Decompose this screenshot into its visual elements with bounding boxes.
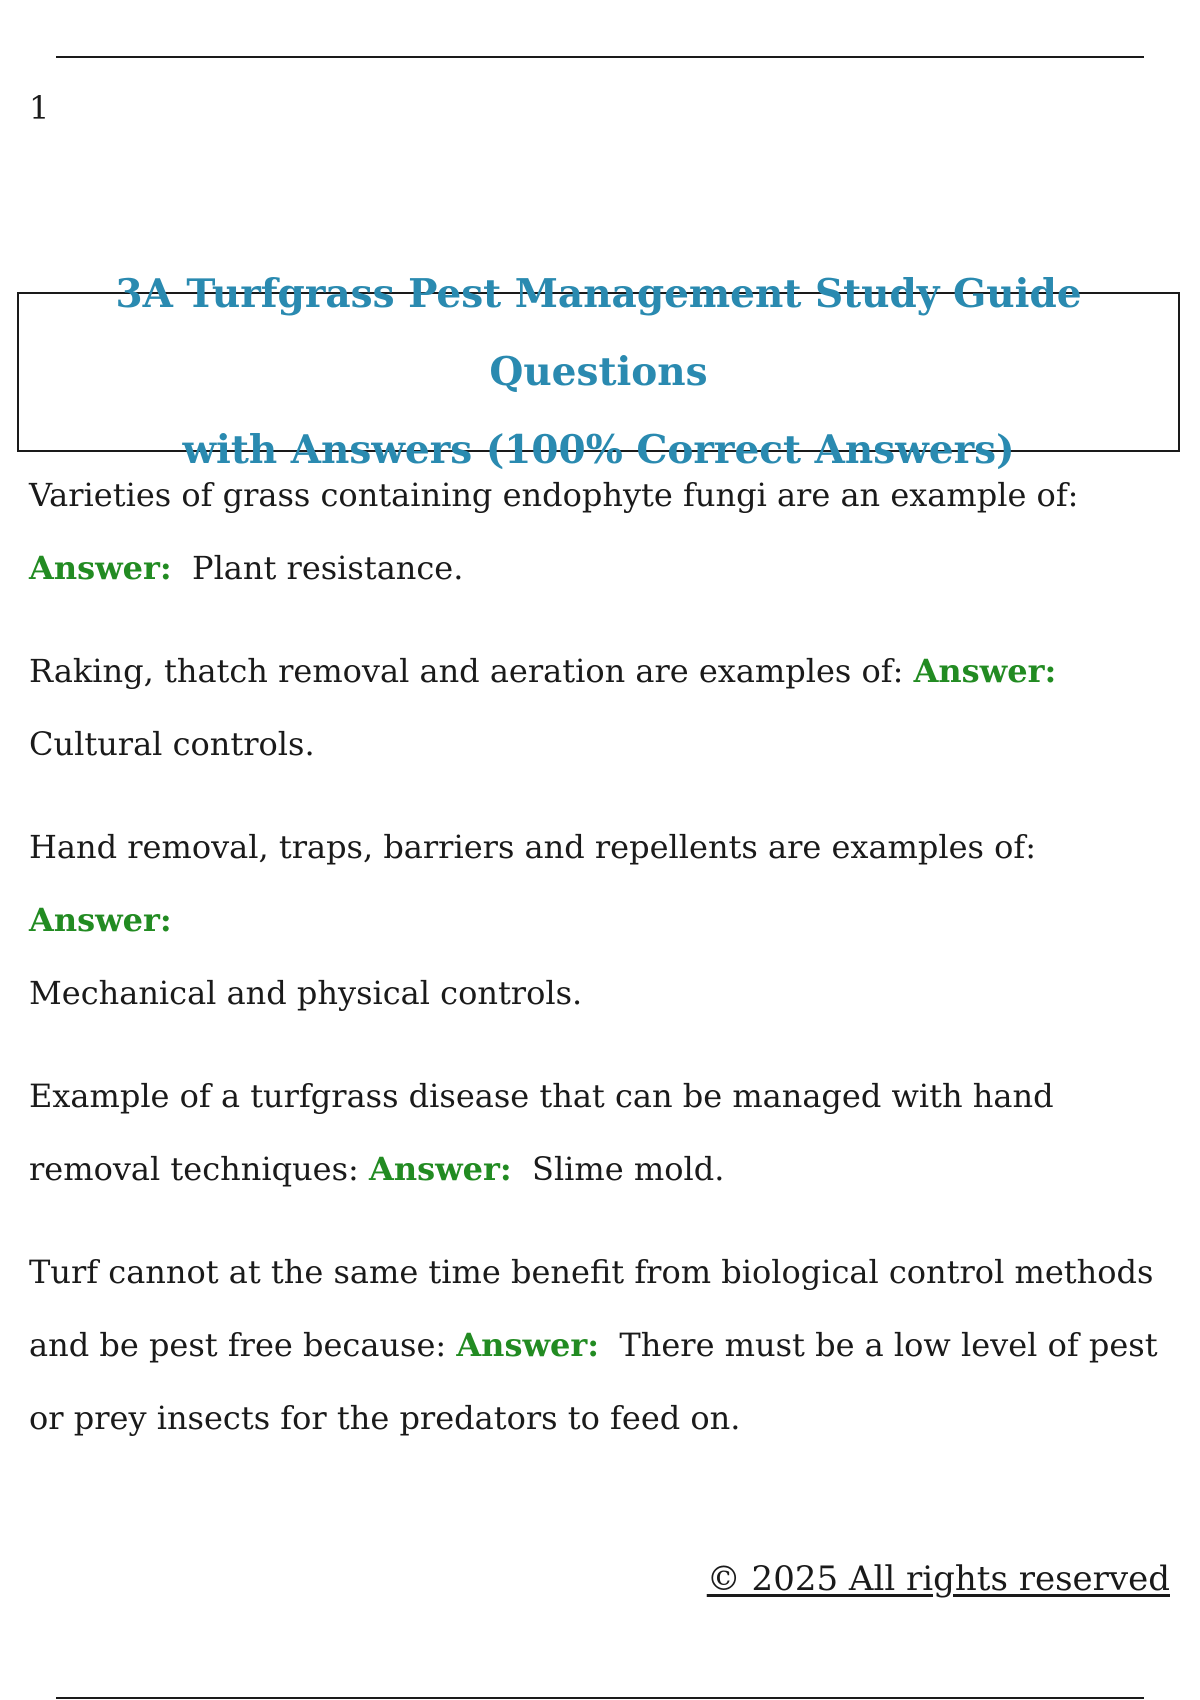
answer-text: Slime mold. bbox=[532, 1150, 725, 1188]
answer-text: There must be a low level of pest or prey insects for the predators to feed on. bbox=[29, 1326, 1158, 1437]
answer-label: Answer: bbox=[29, 549, 172, 587]
qa-item bbox=[29, 1236, 1179, 1455]
answer-label: Answer: bbox=[913, 652, 1057, 690]
qa-item bbox=[29, 635, 1179, 781]
title-box bbox=[17, 271, 1180, 473]
page-number: 1 bbox=[29, 89, 50, 127]
title-line-1: 3A Turfgrass Pest Management Study Guide Questions bbox=[115, 271, 1082, 395]
answer-label: Answer: bbox=[368, 1150, 512, 1188]
answer-text: Mechanical and physical controls. bbox=[29, 974, 583, 1012]
answer-label: Answer: bbox=[29, 901, 172, 939]
question-text: Varieties of grass containing endophyte fungi are an example of: bbox=[29, 476, 1079, 514]
answer-label: Answer: bbox=[456, 1326, 600, 1364]
answer-text: Cultural controls. bbox=[29, 725, 315, 763]
question-text: Example of a turfgrass disease that can be managed with hand removal techniques: bbox=[29, 1077, 1054, 1188]
question-text: Turf cannot at the same time benefit from biological control methods and be pest free because: bbox=[29, 1253, 1154, 1364]
qa-list bbox=[29, 459, 1179, 1485]
answer-text: Plant resistance. bbox=[192, 549, 464, 587]
qa-item bbox=[29, 1060, 1179, 1206]
qa-item bbox=[29, 459, 1179, 605]
title-line-2: with Answers (100% Correct Answers) bbox=[182, 427, 1015, 473]
qa-item bbox=[29, 811, 1179, 1030]
footer-rule bbox=[56, 1697, 1144, 1699]
question-text: Hand removal, traps, barriers and repellents are examples of: bbox=[29, 828, 1037, 866]
header-rule bbox=[56, 56, 1144, 58]
copyright-footer: © 2025 All rights reserved bbox=[706, 1559, 1170, 1599]
document-title bbox=[19, 255, 1178, 489]
question-text: Raking, thatch removal and aeration are examples of: bbox=[29, 652, 904, 690]
